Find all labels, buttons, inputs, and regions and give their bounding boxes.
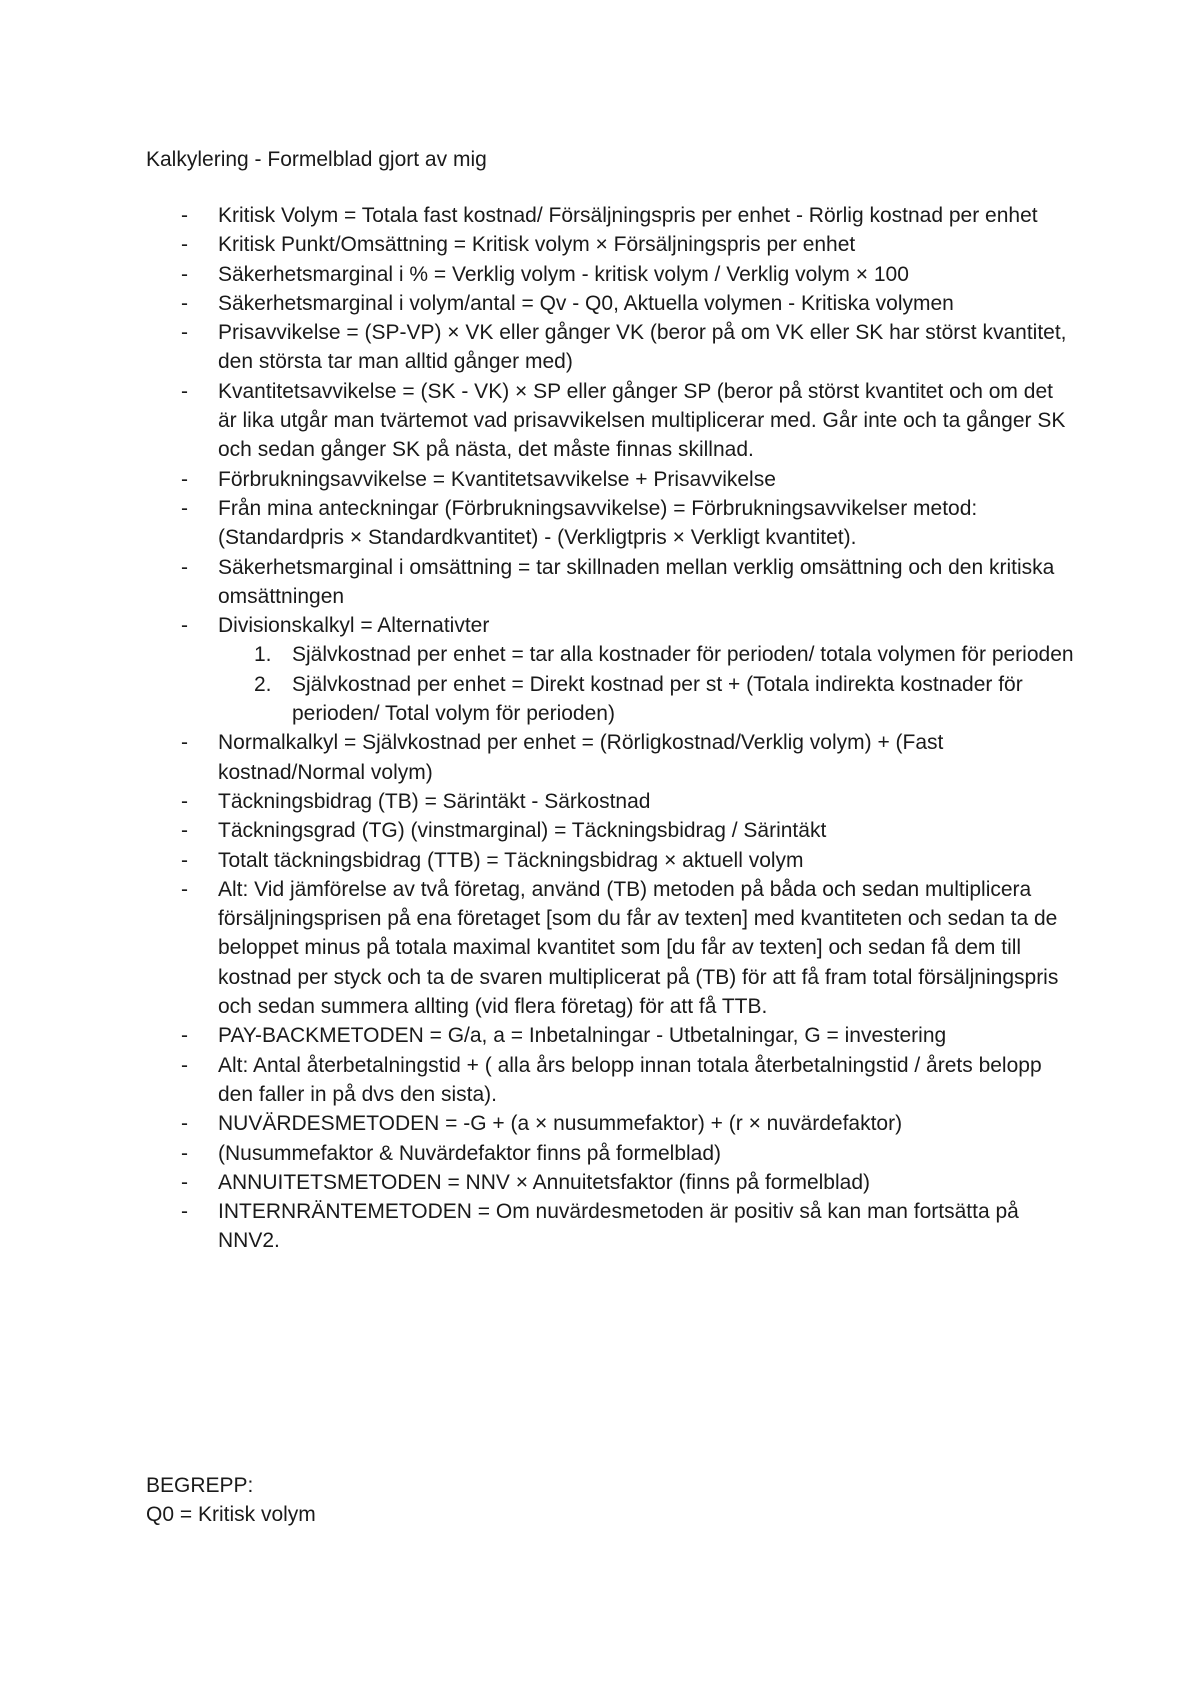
list-item	[146, 318, 1076, 377]
bullet-dash: -	[181, 1170, 188, 1194]
list-item-text: Alt: Antal återbetalningstid + ( alla års belopp innan totala återbetalningstid / årets belopp den faller in på dvs den sista).	[218, 1053, 1042, 1106]
bullet-dash: -	[181, 204, 188, 227]
list-item	[146, 494, 1076, 553]
bullet-dash: -	[181, 1053, 188, 1077]
list-item	[146, 611, 1076, 640]
item-number: 2.	[254, 672, 272, 696]
concepts-heading: BEGREPP:	[146, 1474, 254, 1497]
bullet-dash: -	[181, 848, 188, 872]
list-item-text: Täckningsgrad (TG) (vinstmarginal) = Täckningsbidrag / Särintäkt	[218, 819, 827, 843]
list-item-text: Säkerhetsmarginal i % = Verklig volym - kritisk volym / Verklig volym × 100	[218, 262, 909, 286]
list-item	[146, 465, 1076, 494]
list-item	[146, 1051, 1076, 1110]
list-item	[146, 201, 1076, 230]
list-item-text: Prisavvikelse = (SP-VP) × VK eller gånger VK (beror på om VK eller SK har störst kvantitet, den största tar man alltid gånger med)	[218, 321, 1067, 374]
numbered-item-text: Självkostnad per enhet = tar alla kostnader för perioden/ totala volymen för perioden	[292, 643, 1074, 667]
list-item	[146, 230, 1076, 259]
list-item	[146, 728, 1076, 787]
bullet-dash: -	[181, 1024, 188, 1048]
numbered-sublist	[146, 640, 1076, 728]
document-title: Kalkylering - Formelblad gjort av mig	[146, 148, 487, 171]
list-item-text: Kvantitetsavvikelse = (SK - VK) × SP eller gånger SP (beror på störst kvantitet och om det är lika utgår man tvärtemot vad prisavvikelsen multiplicerar med. Går inte och ta gånger SK och sedan gånger SK på nästa, det måste finnas skillnad.	[218, 379, 1066, 462]
list-item-text: Täckningsbidrag (TB) = Särintäkt - Särkostnad	[218, 789, 651, 813]
list-item	[146, 1168, 1076, 1197]
bullet-dash: -	[181, 291, 188, 315]
list-item	[146, 787, 1076, 816]
bullet-dash: -	[181, 614, 188, 638]
list-item-text: INTERNRÄNTEMETODEN = Om nuvärdesmetoden är positiv så kan man fortsätta på NNV2.	[218, 1200, 1019, 1253]
list-item	[146, 260, 1076, 289]
formula-list	[146, 201, 1076, 1256]
bullet-dash: -	[181, 379, 188, 403]
list-item-text: Normalkalkyl = Självkostnad per enhet = (Rörligkostnad/Verklig volym) + (Fast kostnad/Normal volym)	[218, 731, 944, 784]
list-item-text: Säkerhetsmarginal i omsättning = tar skillnaden mellan verklig omsättning och den kritiska omsättningen	[218, 555, 1055, 608]
list-item	[146, 289, 1076, 318]
list-item	[146, 816, 1076, 845]
bullet-dash: -	[181, 819, 188, 843]
list-item	[146, 875, 1076, 1021]
numbered-item	[146, 670, 1076, 729]
bullet-dash: -	[181, 262, 188, 286]
bullet-dash: -	[181, 1141, 188, 1165]
list-item-text: Alt: Vid jämförelse av två företag, använd (TB) metoden på båda och sedan multiplicera försäljningsprisen på ena företaget [som du får av texten] med kvantiteten och sedan ta de beloppet minus på totala maximal kvantitet som [du får av texten] och sedan få dem till kostnad per styck och ta de svaren multiplicerat på (TB) för att få fram total försäljningspris och sedan summera allting (vid flera företag) för att få TTB.	[218, 877, 1059, 1019]
item-number: 1.	[254, 643, 272, 667]
list-item-text: Förbrukningsavvikelse = Kvantitetsavvikelse + Prisavvikelse	[218, 467, 776, 491]
list-item-text: Kritisk Punkt/Omsättning = Kritisk volym × Försäljningspris per enhet	[218, 233, 856, 257]
bullet-dash: -	[181, 233, 188, 257]
bullet-dash: -	[181, 321, 188, 345]
list-item	[146, 377, 1076, 465]
bullet-dash: -	[181, 1200, 188, 1224]
numbered-item	[146, 640, 1076, 669]
bullet-dash: -	[181, 555, 188, 579]
list-item-text: Divisionskalkyl = Alternativter	[218, 614, 490, 638]
bullet-dash: -	[181, 789, 188, 813]
bullet-dash: -	[181, 731, 188, 755]
list-item-text: Kritisk Volym = Totala fast kostnad/ Försäljningspris per enhet - Rörlig kostnad per enhet	[218, 204, 1038, 227]
bullet-dash: -	[181, 1112, 188, 1136]
list-item	[146, 846, 1076, 875]
concept-definition: Q0 = Kritisk volym	[146, 1503, 316, 1526]
list-item	[146, 553, 1076, 612]
bullet-dash: -	[181, 877, 188, 901]
list-item-text: NUVÄRDESMETODEN = -G + (a × nusummefaktor) + (r × nuvärdefaktor)	[218, 1112, 903, 1136]
bullet-dash: -	[181, 496, 188, 520]
list-item-text: ANNUITETSMETODEN = NNV × Annuitetsfaktor (finns på formelblad)	[218, 1170, 871, 1194]
list-item	[146, 1197, 1076, 1256]
list-item-text: Säkerhetsmarginal i volym/antal = Qv - Q0, Aktuella volymen - Kritiska volymen	[218, 291, 954, 315]
numbered-sublist-container	[146, 640, 1076, 728]
list-item	[146, 1021, 1076, 1050]
list-item	[146, 1109, 1076, 1138]
list-item	[146, 1139, 1076, 1168]
list-item-text: (Nusummefaktor & Nuvärdefaktor finns på formelblad)	[218, 1141, 722, 1165]
bullet-dash: -	[181, 467, 188, 491]
numbered-item-text: Självkostnad per enhet = Direkt kostnad per st + (Totala indirekta kostnader för perioden/ Total volym för perioden)	[292, 672, 1023, 726]
list-item-text: Totalt täckningsbidrag (TTB) = Täckningsbidrag × aktuell volym	[218, 848, 804, 872]
list-item-text: PAY-BACKMETODEN = G/a, a = Inbetalningar - Utbetalningar, G = investering	[218, 1024, 947, 1048]
list-item-text: Från mina anteckningar (Förbrukningsavvikelse) = Förbrukningsavvikelser metod: (Standardpris × Standardkvantitet) - (Verkligtpris × Verkligt kvantitet).	[218, 496, 978, 550]
